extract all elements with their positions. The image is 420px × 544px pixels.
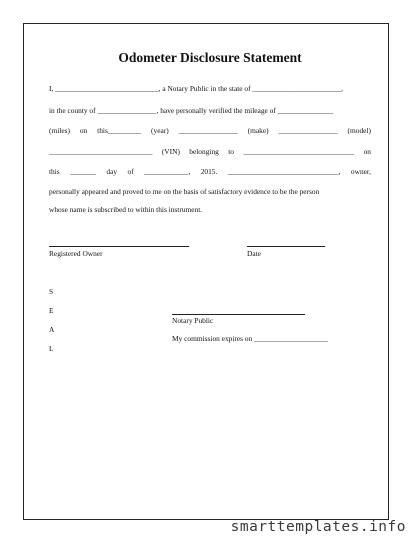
registered-owner-label: Registered Owner: [49, 249, 103, 258]
statement-text: in the county of ________________, have personally verified the mileage of _______________: [49, 106, 334, 115]
statement-line-5: [49, 165, 371, 179]
registered-owner-signature-line[interactable]: [49, 246, 189, 247]
statement-word: of: [127, 167, 134, 176]
statement-word: day: [106, 167, 118, 176]
statement-word: this: [49, 167, 60, 176]
statement-word: ________________: [178, 126, 238, 135]
statement-word: (make): [247, 126, 269, 135]
statement-text: I, ____________________________, a Notary Public in the state of ________________________,: [49, 84, 343, 93]
notary-signature-line[interactable]: [172, 314, 305, 315]
statement-word: (VIN): [161, 147, 180, 156]
statement-line-1: [49, 82, 371, 96]
statement-word: (model): [347, 126, 371, 135]
statement-word: on: [79, 126, 88, 135]
statement-word: ____________,: [144, 167, 191, 176]
statement-word: this_________: [97, 126, 142, 135]
statement-word: 2015.: [200, 167, 218, 176]
statement-line-3: [49, 124, 371, 138]
document-title: Odometer Disclosure Statement: [118, 50, 302, 65]
statement-line-6: [49, 185, 371, 199]
statement-text: personally appeared and proved to me on the basis of satisfactory evidence to be the person: [49, 187, 320, 196]
statement-word: (miles): [49, 126, 70, 135]
statement-word: owner,: [350, 167, 371, 176]
statement-word: on: [363, 147, 371, 156]
statement-word: _______: [70, 167, 96, 176]
statement-word: to: [228, 147, 234, 156]
statement-word: belonging: [189, 147, 219, 156]
statement-word: ____________________________: [49, 147, 153, 156]
statement-word: ______________________________: [243, 147, 355, 156]
statement-word: ______________________________,: [227, 167, 341, 176]
statement-word: (year): [151, 126, 169, 135]
statement-line-2: [49, 104, 371, 118]
seal-letter-l: L: [49, 344, 54, 353]
seal-letter-a: A: [49, 325, 55, 334]
notary-public-label: Notary Public: [172, 316, 214, 325]
statement-line-7: [49, 203, 371, 217]
statement-text: whose name is subscribed to within this instrument.: [49, 205, 203, 214]
commission-expires-text: My commission expires on ____________________: [172, 334, 329, 343]
date-signature-line[interactable]: [247, 246, 325, 247]
watermark-text: smarttemplates.info: [230, 519, 406, 535]
statement-line-4: [49, 145, 371, 159]
page-border: [23, 23, 389, 520]
statement-word: ________________: [278, 126, 338, 135]
seal-letter-s: S: [49, 287, 54, 296]
seal-letter-e: E: [49, 306, 54, 315]
date-label: Date: [247, 249, 261, 258]
